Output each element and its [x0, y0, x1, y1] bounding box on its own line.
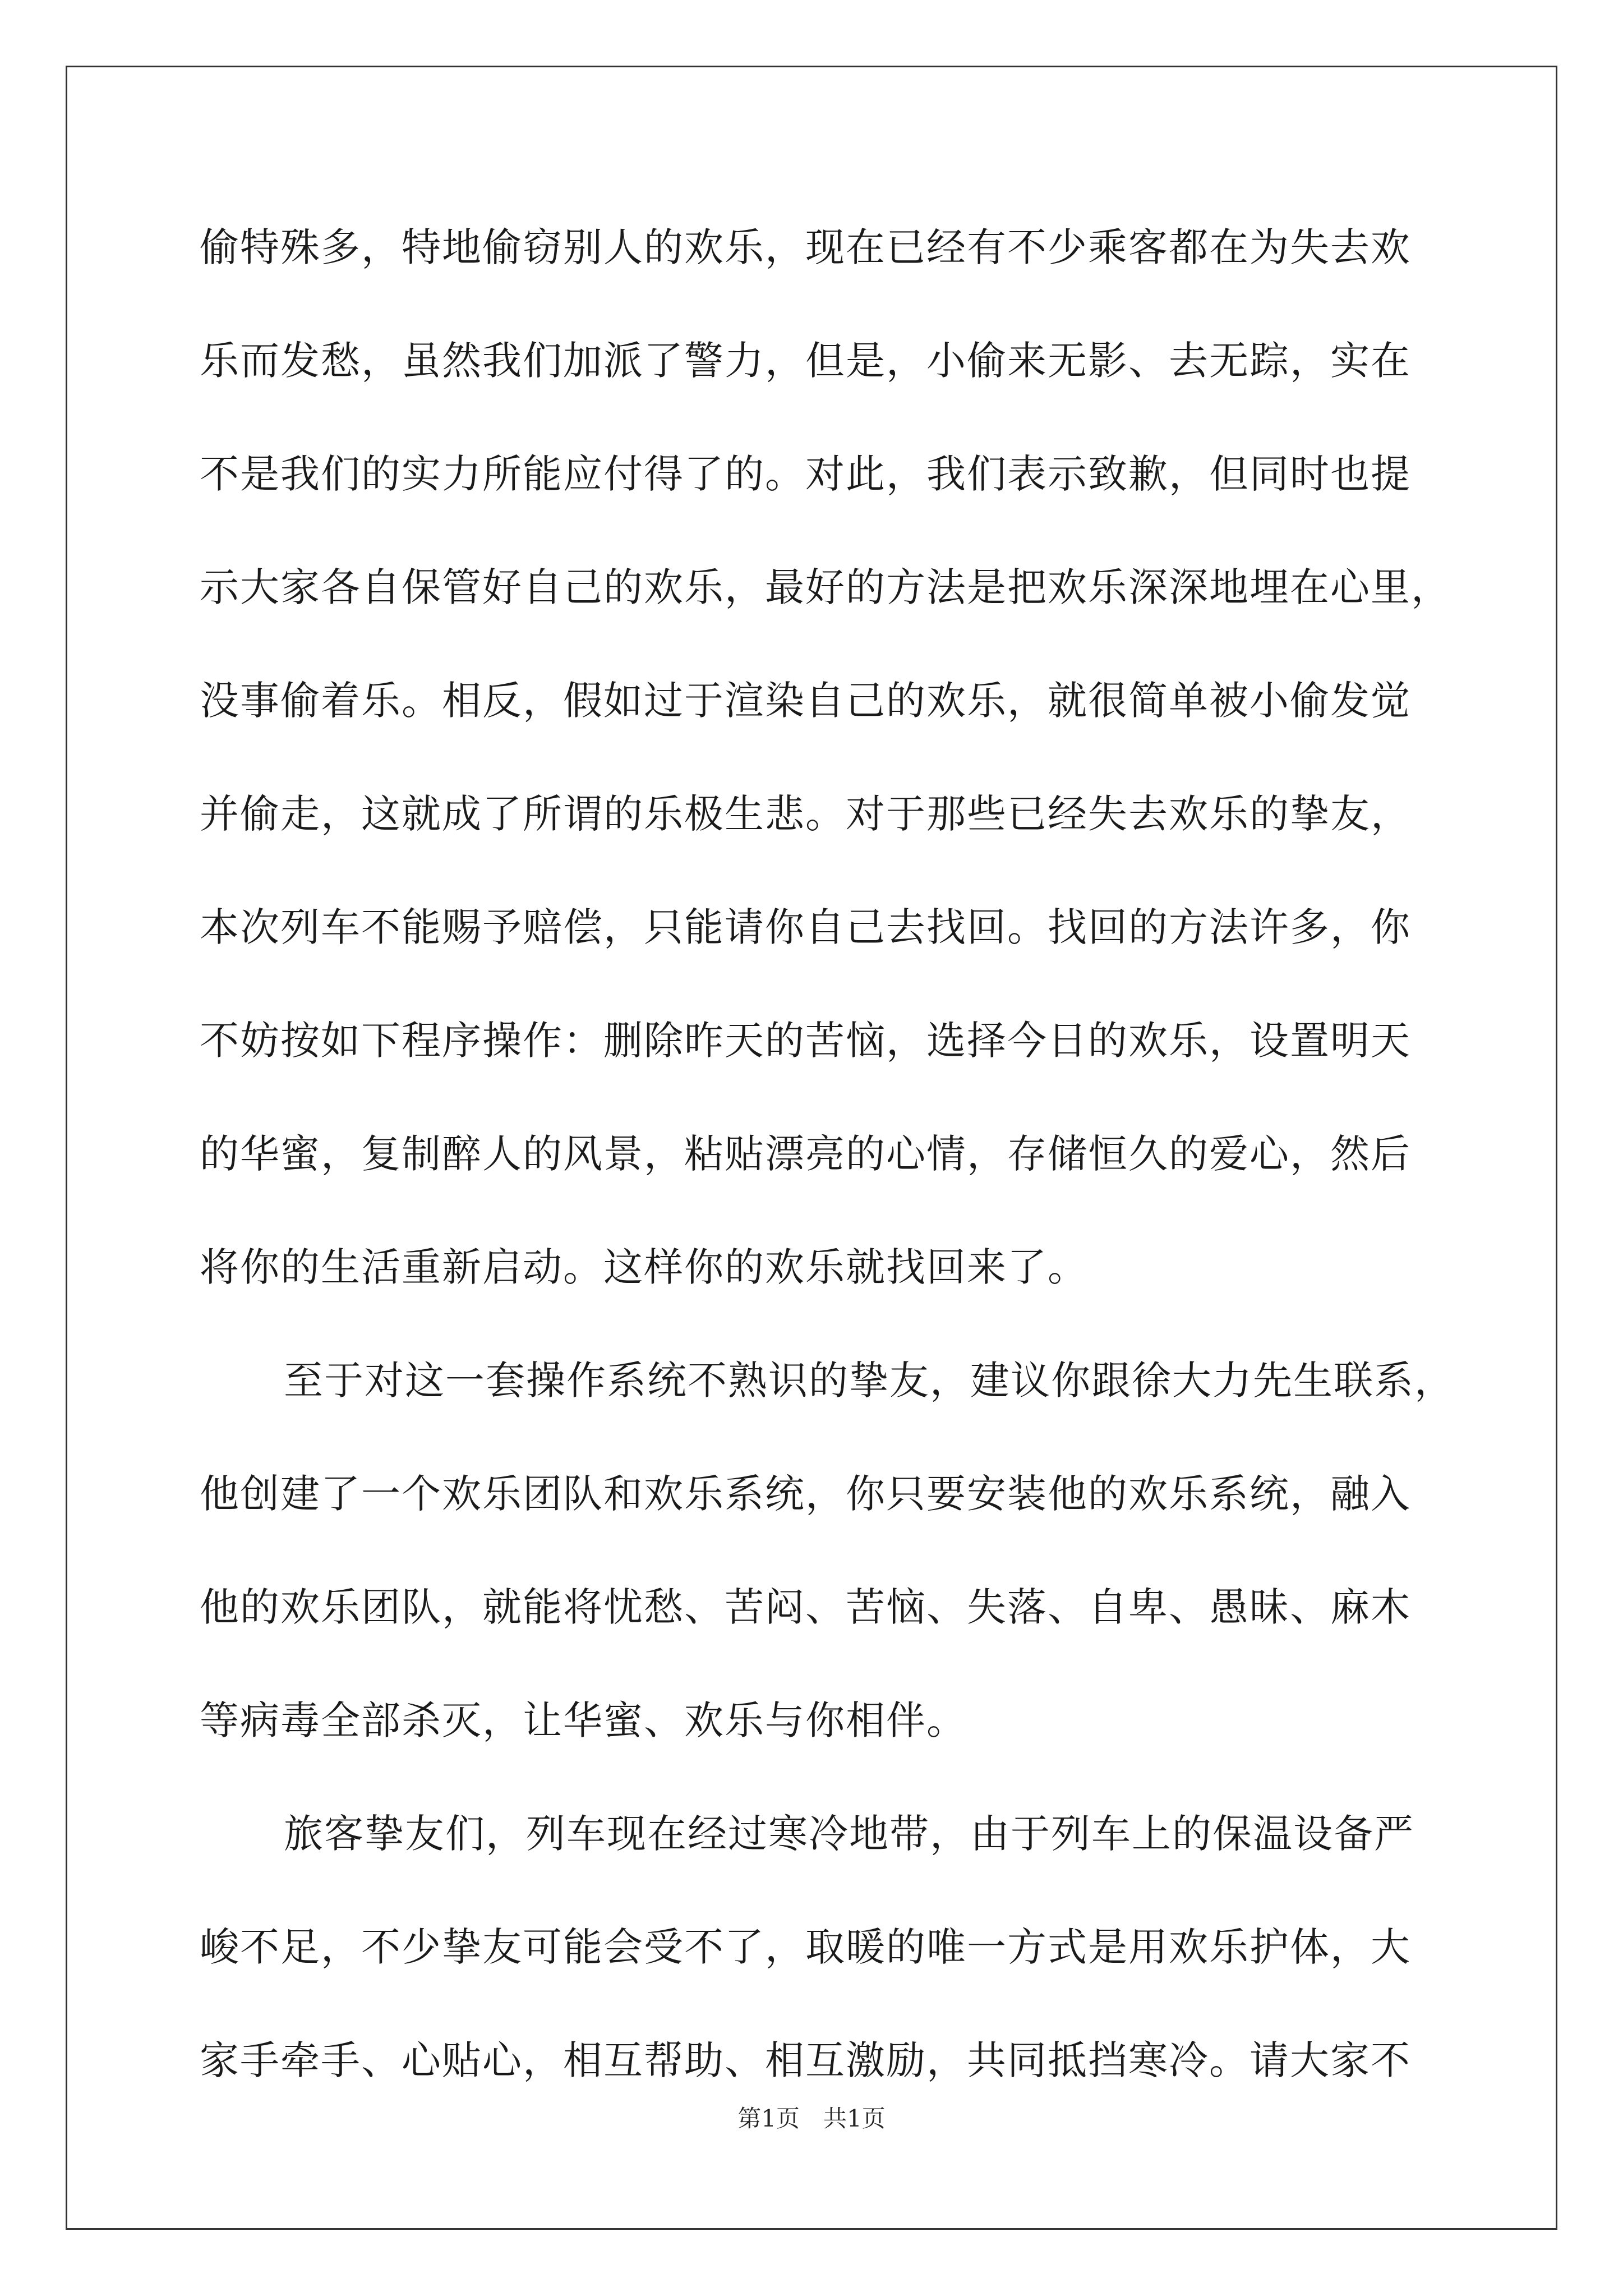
- text-line: 至于对这一套操作系统不熟识的挚友，建议你跟徐大力先生联系，: [284, 1358, 1455, 1404]
- text-line: 家手牵手、心贴心，相互帮助、相互激励，共同抵挡寒冷。请大家不: [200, 2037, 1411, 2083]
- text-line: 乐而发愁，虽然我们加派了警力，但是，小偷来无影、去无踪，实在: [200, 338, 1411, 384]
- text-line: 他创建了一个欢乐团队和欢乐系统，你只要安装他的欢乐系统，融入: [200, 1471, 1411, 1517]
- text-line: 的华蜜，复制醉人的风景，粘贴漂亮的心情，存储恒久的爱心，然后: [200, 1131, 1411, 1177]
- text-line: 等病毒全部杀灭，让华蜜、欢乐与你相伴。: [200, 1697, 967, 1743]
- text-line: 示大家各自保管好自己的欢乐，最好的方法是把欢乐深深地埋在心里，: [200, 564, 1451, 610]
- text-line: 不妨按如下程序操作：删除昨天的苦恼，选择今日的欢乐，设置明天: [200, 1018, 1411, 1064]
- page-footer: 第1页 共1页: [737, 2105, 886, 2132]
- text-line: 本次列车不能赐予赔偿，只能请你自己去找回。找回的方法许多，你: [200, 904, 1411, 950]
- text-line: 没事偷着乐。相反，假如过于渲染自己的欢乐，就很简单被小偷发觉: [200, 678, 1411, 724]
- text-line: 旅客挚友们，列车现在经过寒冷地带，由于列车上的保温设备严: [284, 1811, 1414, 1857]
- text-line: 并偷走，这就成了所谓的乐极生悲。对于那些已经失去欢乐的挚友，: [200, 791, 1411, 837]
- document-body: [200, 211, 1455, 2137]
- text-line: 他的欢乐团队，就能将忧愁、苦闷、苦恼、失落、自卑、愚昧、麻木: [200, 1584, 1411, 1630]
- text-line: 不是我们的实力所能应付得了的。对此，我们表示致歉，但同时也提: [200, 451, 1411, 497]
- text-line: 峻不足，不少挚友可能会受不了，取暖的唯一方式是用欢乐护体，大: [200, 1924, 1411, 1970]
- text-line: 偷特殊多，特地偷窃别人的欢乐，现在已经有不少乘客都在为失去欢: [200, 224, 1411, 270]
- text-line: 将你的生活重新启动。这样你的欢乐就找回来了。: [200, 1244, 1088, 1290]
